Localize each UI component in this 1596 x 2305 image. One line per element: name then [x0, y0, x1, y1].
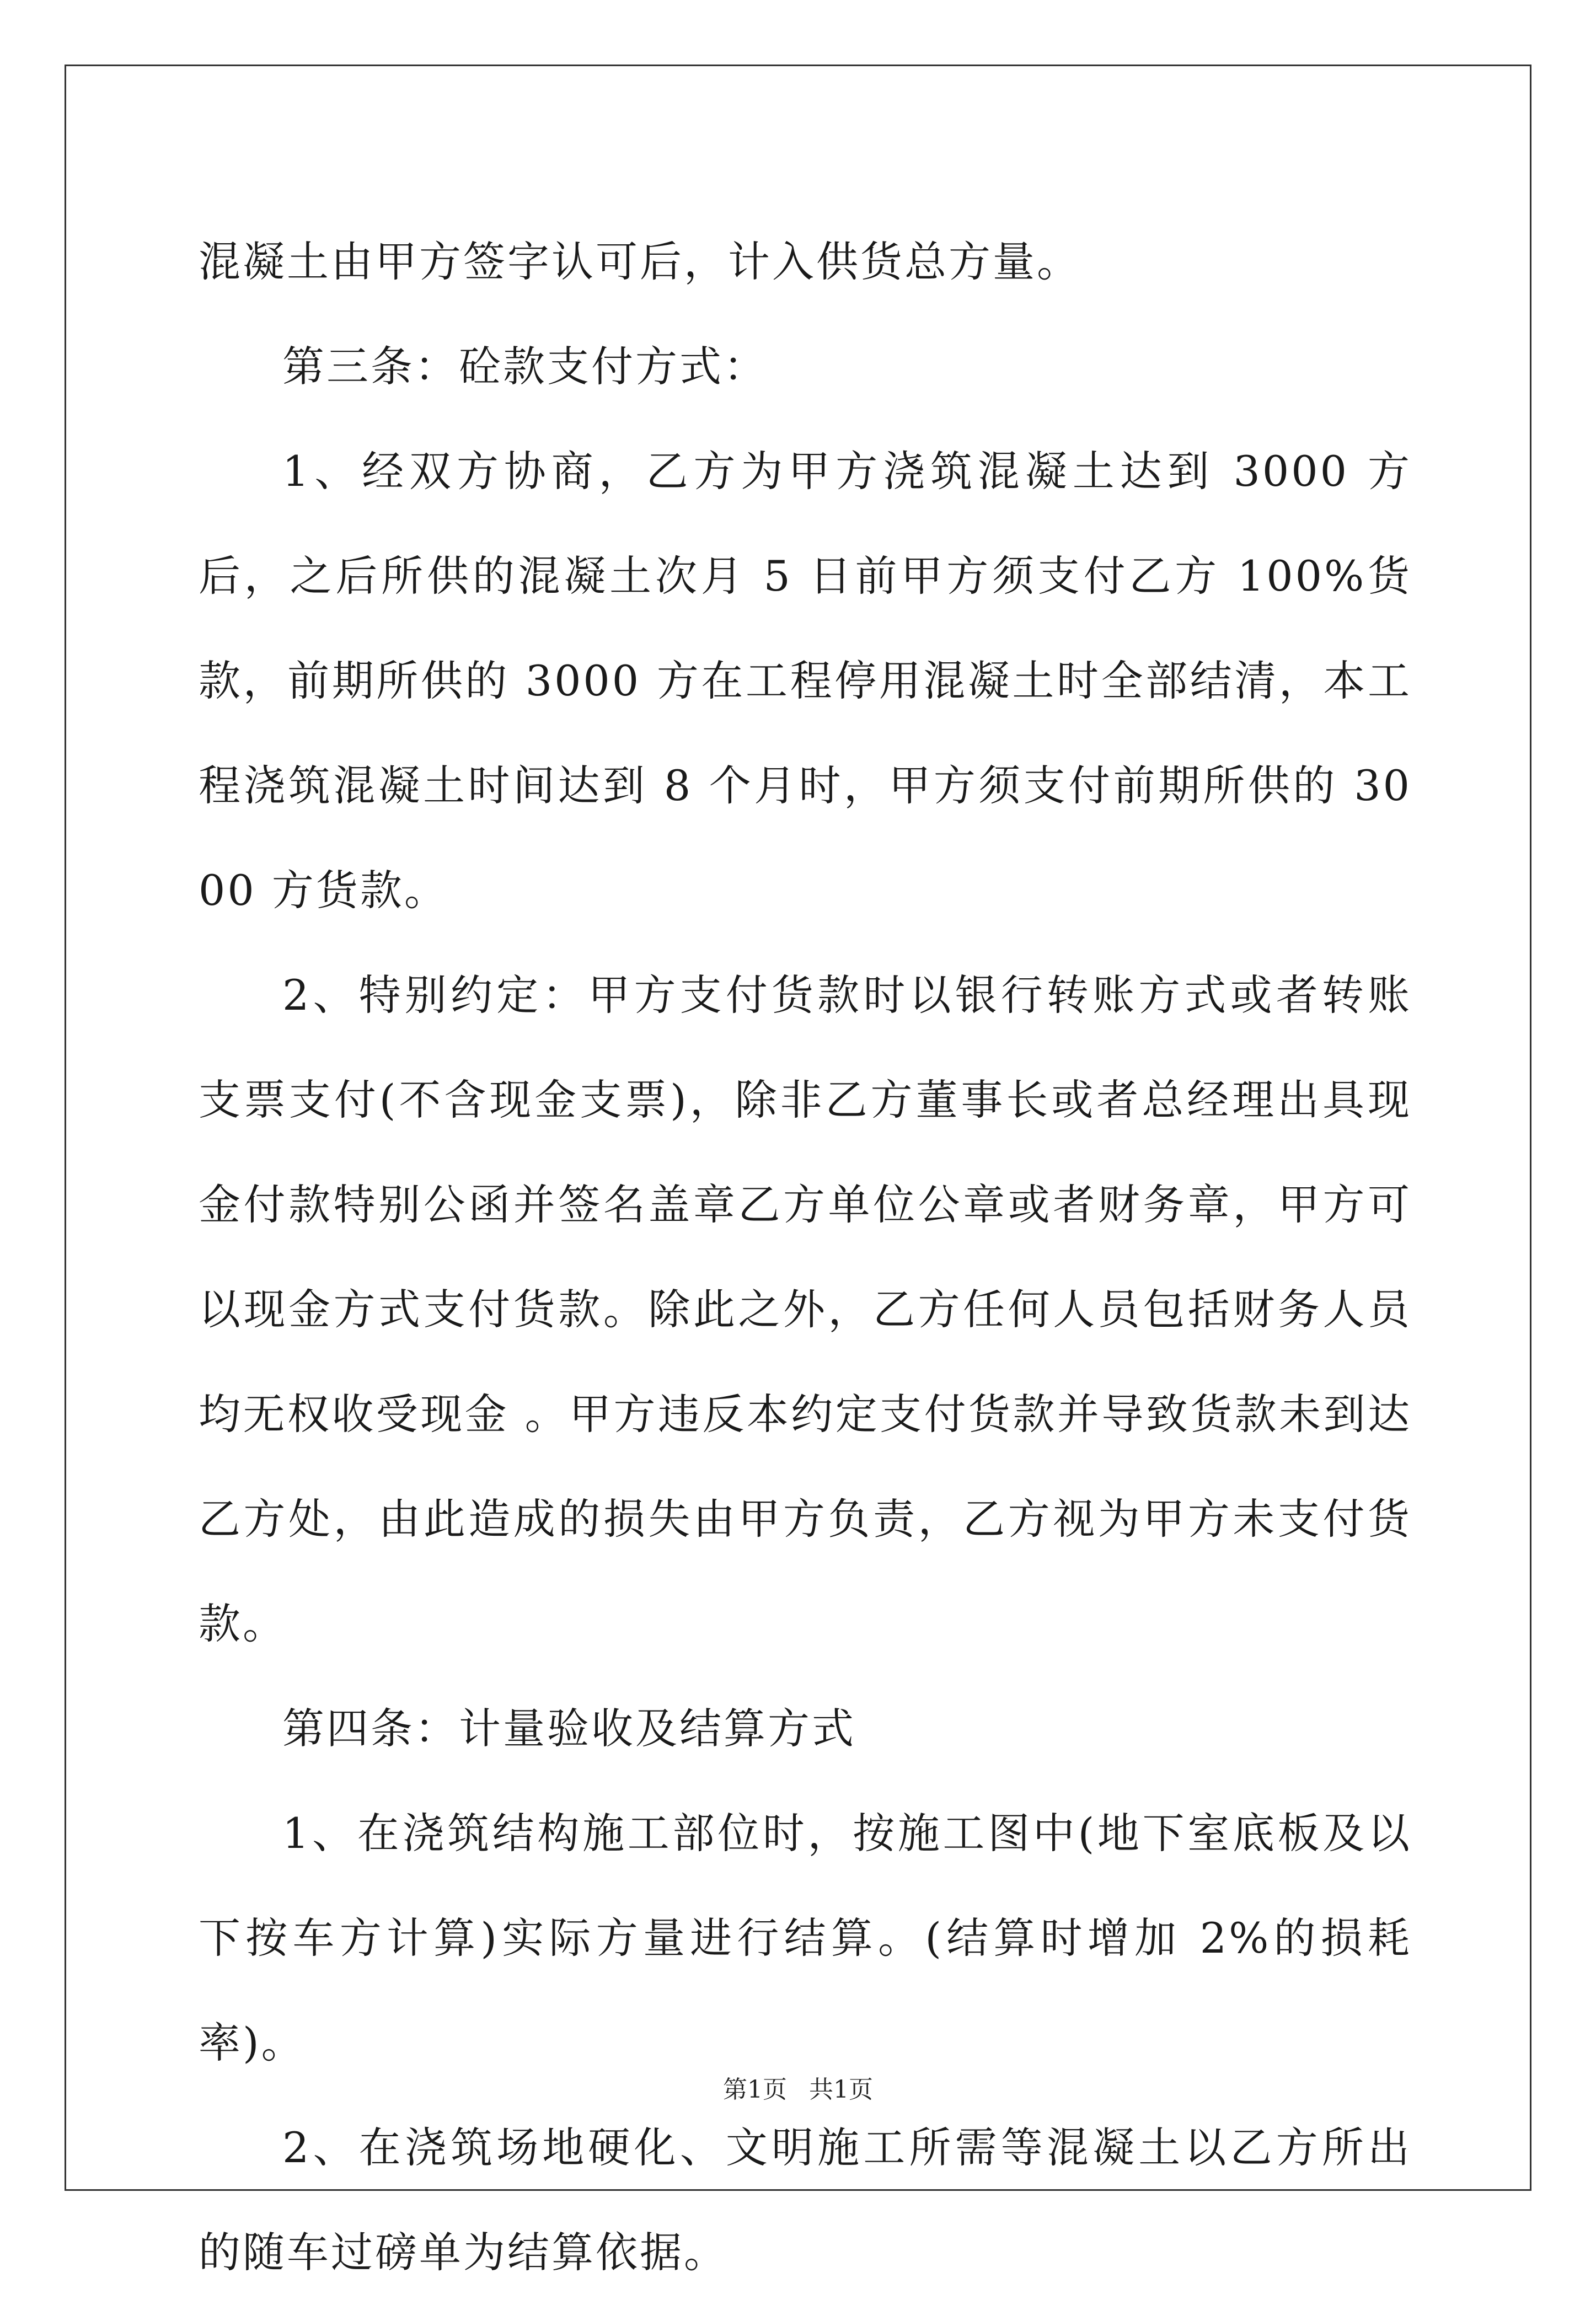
paragraph-6: 1、在浇筑结构施工部位时，按施工图中(地下室底板及以下按车方计算)实际方量进行结算。(结算时增加 2%的损耗率)。 — [199, 1809, 1412, 2067]
page-total: 共1页 — [809, 2076, 873, 2104]
paragraph-7: 2、在浇筑场地硬化、文明施工所需等混凝土以乙方所出的随车过磅单为结算依据。 — [199, 2123, 1412, 2277]
document-body — [199, 210, 1412, 2305]
paragraph-3: 1、经双方协商，乙方为甲方浇筑混凝土达到 3000 方后，之后所供的混凝土次月 5 日前甲方须支付乙方 100%货款，前期所供的 3000 方在工程停用混凝土时全部结清，本工程浇筑混凝土时间达到 8 个月时，甲方须支付前期所供的 3000 方货款。 — [199, 447, 1412, 915]
page-footer — [0, 2073, 1596, 2106]
paragraph-1: 混凝土由甲方签字认可后，计入供货总方量。 — [199, 237, 1081, 286]
paragraph-5: 第四条：计量验收及结算方式 — [282, 1704, 856, 1753]
page-number: 第1页 — [723, 2076, 787, 2104]
paragraph-4: 2、特别约定：甲方支付货款时以银行转账方式或者转账支票支付(不含现金支票)，除非乙方董事长或者总经理出具现金付款特别公函并签名盖章乙方单位公章或者财务章，甲方可以现金方式支付货款。除此之外，乙方任何人员包括财务人员均无权收受现金 。甲方违反本约定支付货款并导致货款未到达乙方处，由此造成的损失由甲方负责，乙方视为甲方未支付货款。 — [199, 971, 1412, 1648]
paragraph-2: 第三条：砼款支付方式： — [282, 342, 768, 391]
